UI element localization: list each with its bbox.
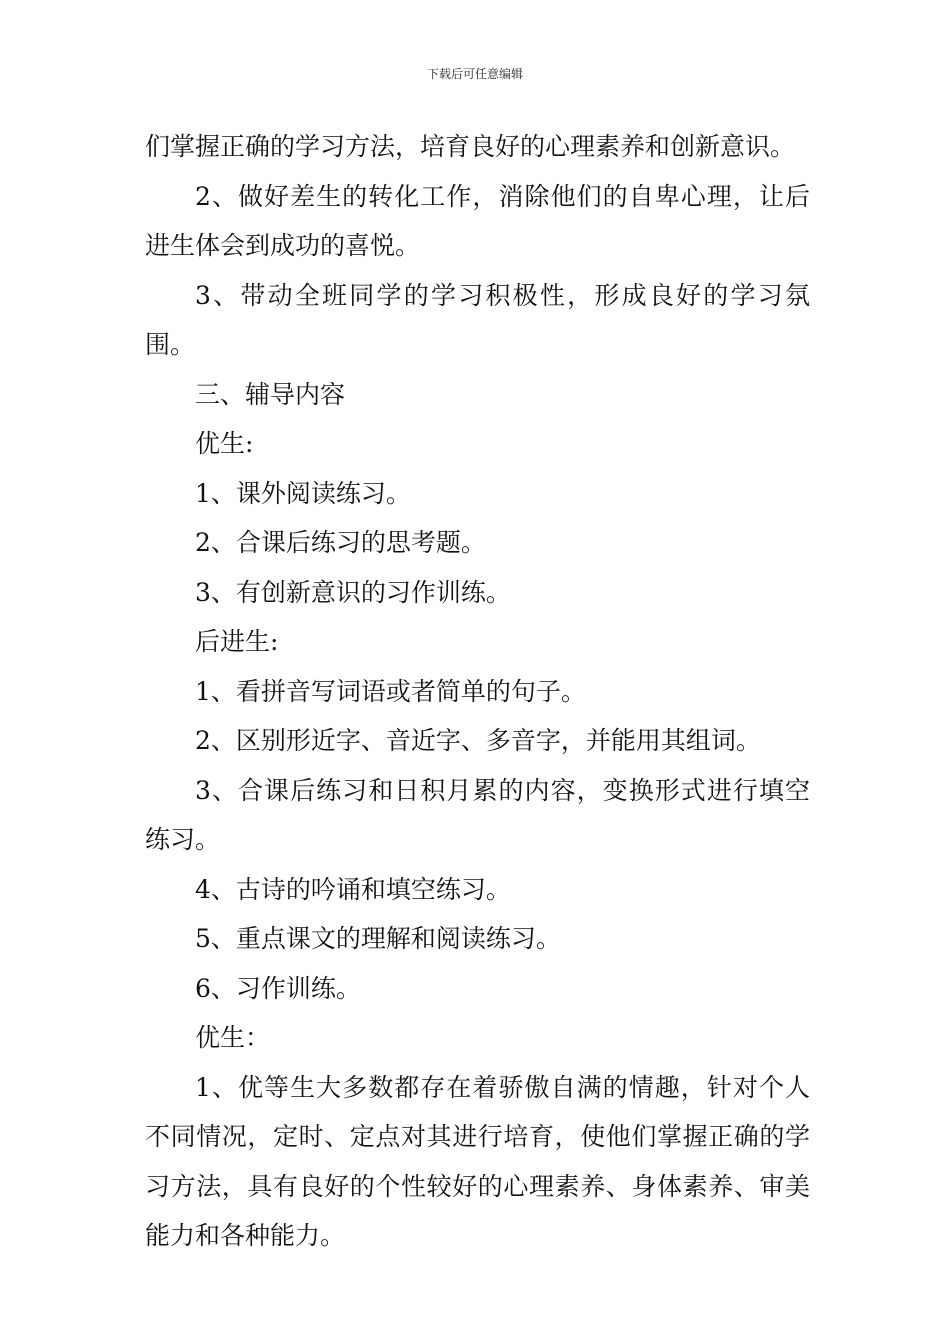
list-item: 2、区别形近字、音近字、多音字，并能用其组词。 bbox=[195, 726, 761, 755]
section-heading: 三、辅导内容 bbox=[195, 379, 346, 409]
list-item: 4、古诗的吟诵和填空练习。 bbox=[195, 874, 511, 904]
list-item: 3、有创新意识的习作训练。 bbox=[195, 577, 511, 607]
subheading-lagging-students: 后进生: bbox=[195, 627, 279, 656]
list-item: 6、习作训练。 bbox=[195, 973, 361, 1003]
paragraph-3: 3、带动全班同学的学习积极性，形成良好的学习氛围。 bbox=[145, 280, 810, 359]
list-item: 1、看拼音写词语或者简单的句子。 bbox=[195, 676, 586, 706]
list-item: 3、合课后练习和日积月累的内容，变换形式进行填空练习。 bbox=[145, 775, 810, 854]
subheading-top-students-2: 优生： bbox=[195, 1023, 271, 1052]
list-item: 2、合课后练习的思考题。 bbox=[195, 528, 486, 557]
list-item: 1、优等生大多数都存在着骄傲自满的情趣，针对个人不同情况，定时、定点对其进行培育，使他们掌握正确的学习方法，具有良好的个性较好的心理素养、身体素养、审美能力和各种能力。 bbox=[145, 1072, 810, 1250]
paragraph-2: 2、做好差生的转化工作，消除他们的自卑心理，让后进生体会到成功的喜悦。 bbox=[145, 181, 810, 260]
document-body bbox=[145, 122, 810, 1261]
list-item: 5、重点课文的理解和阅读练习。 bbox=[195, 924, 561, 953]
subheading-top-students: 优生: bbox=[195, 429, 254, 458]
page-header: 下载后可任意编辑 bbox=[426, 67, 523, 81]
list-item: 1、课外阅读练习。 bbox=[195, 478, 411, 508]
paragraph-1: 们掌握正确的学习方法，培育良好的心理素养和创新意识。 bbox=[145, 132, 796, 161]
